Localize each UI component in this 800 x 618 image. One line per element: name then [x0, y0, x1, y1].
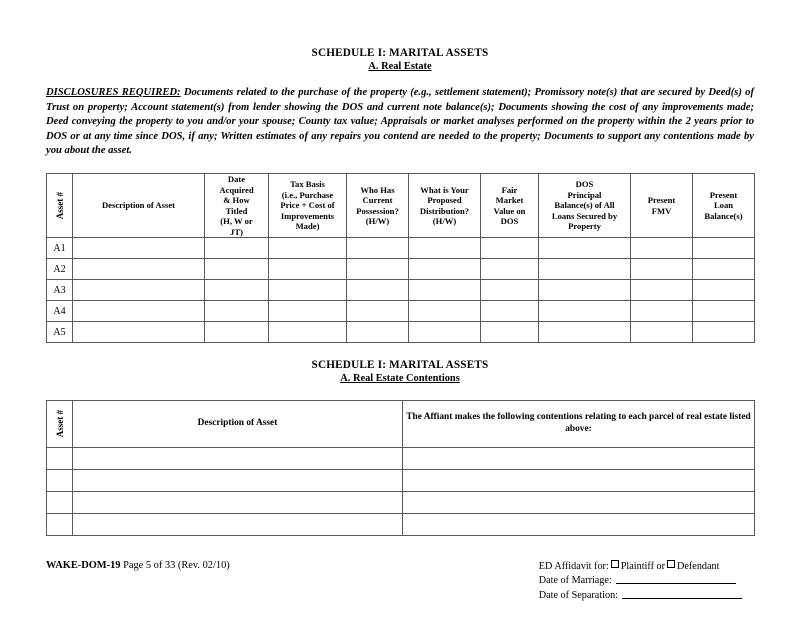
column-header-current-possession: Who Has Current Possession? (H/W) [347, 174, 409, 238]
cell-description[interactable] [73, 492, 403, 514]
asset-id-cell[interactable] [47, 448, 73, 470]
page-number-info: Page 5 of 33 (Rev. 02/10) [120, 560, 230, 571]
cell-description[interactable] [73, 322, 205, 343]
column-header-asset-number-label: Asset # [54, 410, 65, 438]
cell-tax-basis[interactable] [269, 301, 347, 322]
cell-description[interactable] [73, 448, 403, 470]
cell-fmv-dos[interactable] [481, 238, 539, 259]
real-estate-contentions-table [46, 400, 755, 536]
cell-present-fmv[interactable] [631, 238, 693, 259]
cell-possession[interactable] [347, 301, 409, 322]
asset-id-cell[interactable] [47, 514, 73, 536]
column-header-date-acquired: Date Acquired & How Titled (H, W or JT) [205, 174, 269, 238]
cell-description[interactable] [73, 280, 205, 301]
cell-contentions[interactable] [403, 492, 755, 514]
table-header-row [47, 401, 755, 448]
form-id: WAKE-DOM-19 [46, 560, 121, 571]
table-row [47, 470, 755, 492]
section2-title-block [46, 343, 754, 386]
option-plaintiff-label: Plaintiff [620, 561, 654, 572]
cell-fmv-dos[interactable] [481, 301, 539, 322]
affidavit-party-row [539, 560, 742, 574]
column-header-tax-basis: Tax Basis (i.e., Purchase Price + Cost of Improvements Made) [269, 174, 347, 238]
date-of-marriage-input[interactable] [616, 574, 736, 584]
section1-title-block [46, 0, 754, 74]
cell-dos-principal[interactable] [539, 259, 631, 280]
cell-distribution[interactable] [409, 280, 481, 301]
cell-dos-principal[interactable] [539, 301, 631, 322]
cell-contentions[interactable] [403, 514, 755, 536]
date-of-separation-label: Date of Separation: [538, 589, 618, 601]
table-row [47, 301, 755, 322]
asset-id-cell: A3 [47, 280, 73, 301]
cell-possession[interactable] [347, 238, 409, 259]
column-header-dos-principal-balance: DOS Principal Balance(s) of All Loans Secured by Property [539, 174, 631, 238]
cell-contentions[interactable] [403, 448, 755, 470]
table-row [47, 238, 755, 259]
section2-title: SCHEDULE I: MARITAL ASSETS [311, 359, 489, 371]
column-header-description-label: Description of Asset [101, 200, 176, 211]
checkbox-defendant-icon[interactable] [667, 560, 675, 568]
section2-subtitle: A. Real Estate Contentions [340, 373, 460, 384]
cell-possession[interactable] [347, 280, 409, 301]
asset-id-cell[interactable] [47, 470, 73, 492]
cell-present-fmv[interactable] [631, 301, 693, 322]
cell-date-acquired[interactable] [205, 322, 269, 343]
asset-id-cell: A4 [47, 301, 73, 322]
table-row [47, 514, 755, 536]
option-conjunction: or [656, 561, 666, 572]
cell-description[interactable] [73, 470, 403, 492]
cell-fmv-dos[interactable] [481, 322, 539, 343]
column-header-asset-number-label: Asset # [54, 191, 65, 220]
table-row [47, 280, 755, 301]
column-header-description [73, 174, 205, 238]
real-estate-table [46, 173, 755, 343]
date-of-marriage-label: Date of Marriage: [538, 575, 612, 587]
disclosures-body: Documents related to the purchase of the property (e.g., settlement statement); Promissory note(s) that are secured by Deed(s) of Trust on property; Account statement(s) from lender showing the DOS and current note balance(s); Documents showing the cost of any improvements made; Deed conveying the property to you and/or your spouse; County tax value; Appraisals or market analyses performed on the property within the 2 years prior to DOS or at any time since DOS, if any; Written estimates of any repairs you contend are needed to the property; Documents to support any contentions made by you about the asset. [46, 87, 754, 157]
cell-date-acquired[interactable] [205, 238, 269, 259]
column-header-asset-number [47, 401, 73, 448]
asset-id-cell[interactable] [47, 492, 73, 514]
table-row [47, 322, 755, 343]
cell-present-fmv[interactable] [631, 259, 693, 280]
cell-tax-basis[interactable] [269, 259, 347, 280]
table-row [47, 448, 755, 470]
cell-description[interactable] [73, 238, 205, 259]
cell-tax-basis[interactable] [269, 280, 347, 301]
cell-dos-principal[interactable] [539, 238, 631, 259]
column-header-description: Description of Asset [73, 401, 403, 448]
cell-present-loan[interactable] [693, 322, 755, 343]
cell-possession[interactable] [347, 259, 409, 280]
footer-form-identifier [46, 560, 230, 571]
date-of-separation-row [539, 589, 742, 603]
cell-fmv-dos[interactable] [481, 259, 539, 280]
checkbox-plaintiff-icon[interactable] [611, 560, 619, 568]
cell-possession[interactable] [347, 322, 409, 343]
affidavit-label: ED Affidavit for: [538, 561, 609, 572]
cell-present-fmv[interactable] [631, 280, 693, 301]
disclosures-label: DISCLOSURES REQUIRED: [46, 87, 181, 99]
cell-dos-principal[interactable] [539, 322, 631, 343]
option-defendant-label: Defendant [677, 561, 720, 572]
cell-present-loan[interactable] [693, 280, 755, 301]
cell-present-loan[interactable] [693, 238, 755, 259]
cell-present-loan[interactable] [693, 301, 755, 322]
cell-date-acquired[interactable] [205, 280, 269, 301]
disclosures-paragraph [46, 86, 754, 159]
cell-dos-principal[interactable] [539, 280, 631, 301]
table-row [47, 492, 755, 514]
cell-description[interactable] [73, 259, 205, 280]
cell-distribution[interactable] [409, 238, 481, 259]
date-of-marriage-row [539, 574, 742, 588]
cell-distribution[interactable] [409, 322, 481, 343]
table-row [47, 259, 755, 280]
cell-present-loan[interactable] [693, 259, 755, 280]
cell-description[interactable] [73, 514, 403, 536]
asset-id-cell: A2 [47, 259, 73, 280]
page-title: SCHEDULE I: MARITAL ASSETS [311, 47, 489, 59]
column-header-contentions: The Affiant makes the following contentions relating to each parcel of real estate listed above: [403, 401, 755, 448]
cell-tax-basis[interactable] [269, 238, 347, 259]
asset-id-cell: A1 [47, 238, 73, 259]
cell-date-acquired[interactable] [205, 259, 269, 280]
cell-date-acquired[interactable] [205, 301, 269, 322]
cell-distribution[interactable] [409, 259, 481, 280]
column-header-present-loan-balance: Present Loan Balance(s) [693, 174, 755, 238]
column-header-asset-number [47, 174, 73, 238]
date-of-separation-input[interactable] [622, 589, 742, 599]
cell-tax-basis[interactable] [269, 322, 347, 343]
cell-description[interactable] [73, 301, 205, 322]
asset-id-cell: A5 [47, 322, 73, 343]
cell-contentions[interactable] [403, 470, 755, 492]
section1-subtitle: A. Real Estate [368, 61, 432, 72]
column-header-proposed-distribution: What is Your Proposed Distribution? (H/W) [409, 174, 481, 238]
footer-affidavit-block [539, 560, 742, 603]
column-header-fair-market-value-dos: Fair Market Value on DOS [481, 174, 539, 238]
table-header-row [47, 174, 755, 238]
column-header-present-fmv: Present FMV [631, 174, 693, 238]
cell-fmv-dos[interactable] [481, 280, 539, 301]
cell-present-fmv[interactable] [631, 322, 693, 343]
cell-distribution[interactable] [409, 301, 481, 322]
